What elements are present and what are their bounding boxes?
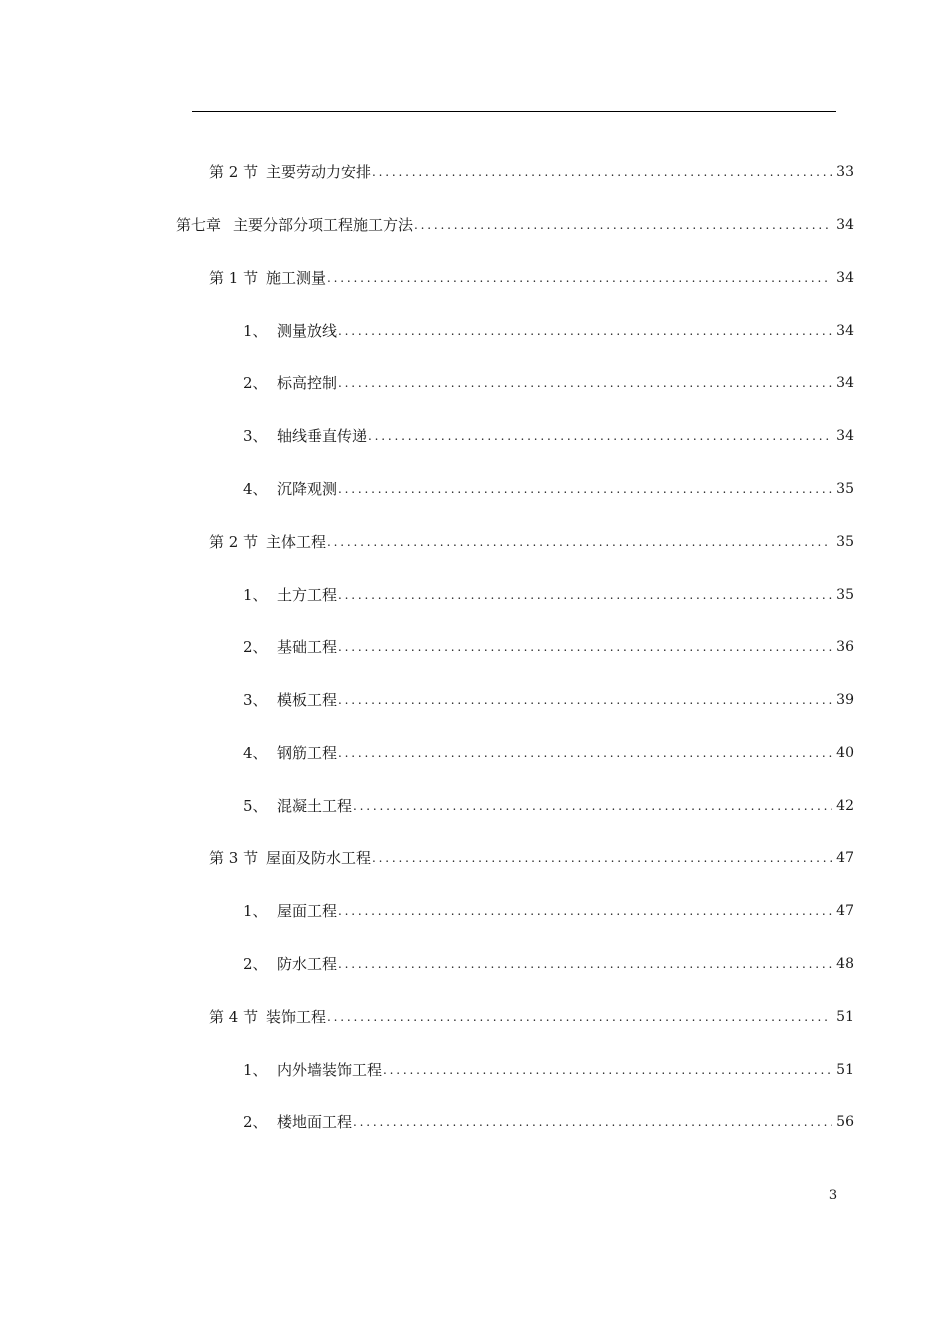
entry-number: 1、: [243, 586, 268, 604]
entry-page-number: 35: [836, 587, 854, 603]
toc-entry-subsection[interactable]: [243, 633, 854, 657]
dot-leader: [338, 690, 832, 710]
entry-number: 4、: [243, 480, 268, 498]
entry-page-number: 36: [836, 639, 854, 655]
entry-number: 第 2 节: [209, 533, 259, 551]
dot-leader: [414, 215, 832, 235]
entry-page-number: 34: [836, 375, 854, 391]
dot-leader: [338, 373, 832, 393]
toc-entry-subsection[interactable]: [243, 739, 854, 763]
toc-entry-subsection[interactable]: [243, 897, 854, 921]
entry-page-number: 51: [836, 1062, 854, 1078]
toc-entry-subsection[interactable]: [243, 369, 854, 393]
page-number: 3: [828, 1188, 838, 1203]
entry-title: 标高控制: [277, 374, 338, 392]
dot-leader: [353, 796, 832, 816]
toc-entry-subsection[interactable]: [243, 581, 854, 605]
entry-title: 内外墙装饰工程: [277, 1061, 383, 1079]
dot-leader: [338, 637, 832, 657]
toc-entry-subsection[interactable]: [243, 792, 854, 816]
entry-title: 防水工程: [277, 955, 338, 973]
entry-title: 测量放线: [277, 322, 338, 340]
toc-entry-chapter[interactable]: [176, 211, 854, 235]
entry-number: 1、: [243, 1061, 268, 1079]
entry-page-number: 48: [836, 956, 854, 972]
toc-entry-subsection[interactable]: [243, 1056, 854, 1080]
entry-number: 2、: [243, 1113, 268, 1131]
dot-leader: [338, 321, 832, 341]
dot-leader: [338, 585, 832, 605]
dot-leader: [368, 426, 832, 446]
entry-title: 施工测量: [266, 269, 327, 287]
entry-number: 2、: [243, 374, 268, 392]
entry-page-number: 34: [836, 428, 854, 444]
entry-page-number: 34: [836, 270, 854, 286]
toc-entry-section[interactable]: [209, 158, 854, 182]
entry-title: 屋面工程: [277, 902, 338, 920]
entry-number: 2、: [243, 638, 268, 656]
dot-leader: [338, 479, 832, 499]
entry-title: 沉降观测: [277, 480, 338, 498]
entry-title: 混凝土工程: [277, 797, 353, 815]
dot-leader: [327, 1007, 832, 1027]
dot-leader: [327, 268, 832, 288]
toc-entry-subsection[interactable]: [243, 475, 854, 499]
toc-entry-subsection[interactable]: [243, 1108, 854, 1132]
entry-number: 1、: [243, 322, 268, 340]
dot-leader: [338, 743, 832, 763]
toc-entry-subsection[interactable]: [243, 317, 854, 341]
entry-page-number: 35: [836, 534, 854, 550]
entry-number: 第 3 节: [209, 849, 259, 867]
entry-number: 3、: [243, 427, 268, 445]
toc-entry-subsection[interactable]: [243, 950, 854, 974]
toc-entry-subsection[interactable]: [243, 686, 854, 710]
entry-number: 2、: [243, 955, 268, 973]
entry-page-number: 33: [836, 164, 854, 180]
entry-page-number: 51: [836, 1009, 854, 1025]
toc-entry-subsection[interactable]: [243, 422, 854, 446]
toc-entry-section[interactable]: [209, 528, 854, 552]
entry-number: 第 4 节: [209, 1008, 259, 1026]
entry-page-number: 34: [836, 323, 854, 339]
entry-page-number: 34: [836, 217, 854, 233]
entry-title: 主要分部分项工程施工方法: [233, 216, 414, 234]
entry-number: 4、: [243, 744, 268, 762]
entry-number: 3、: [243, 691, 268, 709]
dot-leader: [353, 1112, 832, 1132]
entry-title: 装饰工程: [266, 1008, 327, 1026]
dot-leader: [372, 848, 832, 868]
toc-entry-section[interactable]: [209, 844, 854, 868]
entry-page-number: 47: [836, 903, 854, 919]
dot-leader: [372, 162, 832, 182]
entry-page-number: 35: [836, 481, 854, 497]
dot-leader: [338, 954, 832, 974]
toc-entry-section[interactable]: [209, 264, 854, 288]
header-rule: [192, 111, 836, 112]
entry-title: 主体工程: [266, 533, 327, 551]
entry-page-number: 47: [836, 850, 854, 866]
toc-entry-section[interactable]: [209, 1003, 854, 1027]
entry-page-number: 39: [836, 692, 854, 708]
entry-title: 土方工程: [277, 586, 338, 604]
entry-number: 5、: [243, 797, 268, 815]
entry-page-number: 42: [836, 798, 854, 814]
entry-title: 屋面及防水工程: [266, 849, 372, 867]
entry-title: 主要劳动力安排: [266, 163, 372, 181]
entry-number: 第 2 节: [209, 163, 259, 181]
entry-title: 楼地面工程: [277, 1113, 353, 1131]
entry-number: 1、: [243, 902, 268, 920]
entry-page-number: 40: [836, 745, 854, 761]
entry-title: 模板工程: [277, 691, 338, 709]
dot-leader: [383, 1060, 832, 1080]
entry-number: 第七章: [176, 216, 222, 234]
dot-leader: [327, 532, 832, 552]
entry-page-number: 56: [836, 1114, 854, 1130]
entry-title: 轴线垂直传递: [277, 427, 368, 445]
dot-leader: [338, 901, 832, 921]
entry-number: 第 1 节: [209, 269, 259, 287]
entry-title: 钢筋工程: [277, 744, 338, 762]
entry-title: 基础工程: [277, 638, 338, 656]
